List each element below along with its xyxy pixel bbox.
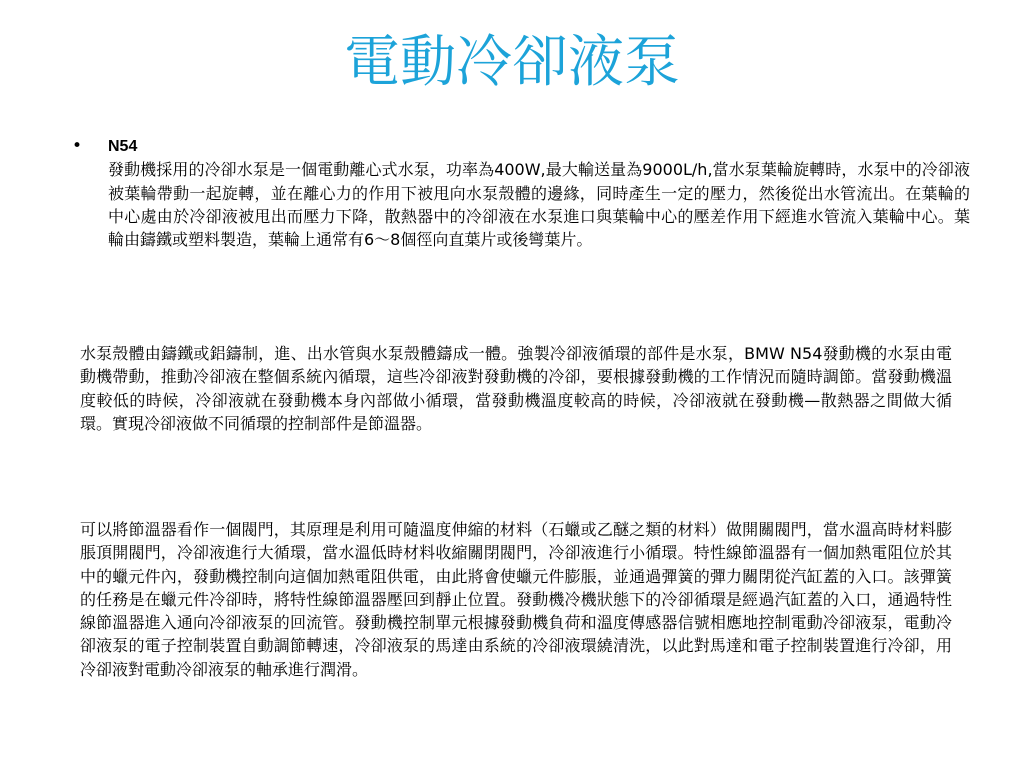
paragraph-thermostat: 可以將節溫器看作一個閥門，其原理是利用可隨溫度伸縮的材料（石蠟或乙醚之類的材料）做開關閥門，當水溫高時材料膨脹頂開閥門，冷卻液進行大循環，當水溫低時材料收縮關閉閥門，冷卻液進行小循環。特性線節溫器有一個加熱電阻位於其中的蠟元件內，發動機控制向這個加熱電阻供電，由此將會使蠟元件膨脹，並通過彈簧的彈力關閉從汽缸蓋的入口。該彈簧的任務是在蠟元件冷卻時，將特性線節溫器壓回到靜止位置。發動機冷機狀態下的冷卻循環是經過汽缸蓋的入口，通過特性線節溫器進入通向冷卻液泵的回流管。發動機控制單元根據發動機負荷和溫度傳感器信號相應地控制電動冷卻液泵，電動冷卻液泵的電子控制裝置自動調節轉速，冷卻液泵的馬達由系統的冷卻液環繞清洗，以此對馬達和電子控制裝置進行冷卻，用冷卻液對電動冷卻液泵的軸承進行潤滑。: [80, 520, 952, 679]
paragraph-water-pump-housing: 水泵殼體由鑄鐵或鋁鑄制，進、出水管與水泵殼體鑄成一體。強製冷卻液循環的部件是水泵，BMW N54發動機的水泵由電動機帶動，推動冷卻液在整個系統內循環，這些冷卻液對發動機的冷卻，要根據發動機的工作情況而隨時調節。當發動機溫度較低的時候，冷卻液就在發動機本身內部做小循環，當發動機溫度較高的時候，冷卻液就在發動機—散熱器之間做大循環。實現冷卻液做不同循環的控制部件是節溫器。: [80, 344, 952, 433]
bullet-marker: •: [72, 136, 83, 156]
bullet-heading: N54: [108, 138, 138, 155]
bullet-text: 發動機採用的冷卻水泵是一個電動離心式水泵，功率為400W,最大輸送量為9000L/h,當水泵葉輪旋轉時，水泵中的冷卻液被葉輪帶動一起旋轉，並在離心力的作用下被甩向水泵殼體的邊緣，同時產生一定的壓力，然後從出水管流出。在葉輪的中心處由於冷卻液被甩出而壓力下降，散熱器中的冷卻液在水泵進口與葉輪中心的壓差作用下經進水管流入葉輪中心。葉輪由鑄鐵或塑料製造，葉輪上通常有6～8個徑向直葉片或後彎葉片。: [108, 160, 970, 250]
bullet-body: [108, 135, 970, 251]
slide-title: 電動冷卻液泵: [344, 30, 680, 95]
